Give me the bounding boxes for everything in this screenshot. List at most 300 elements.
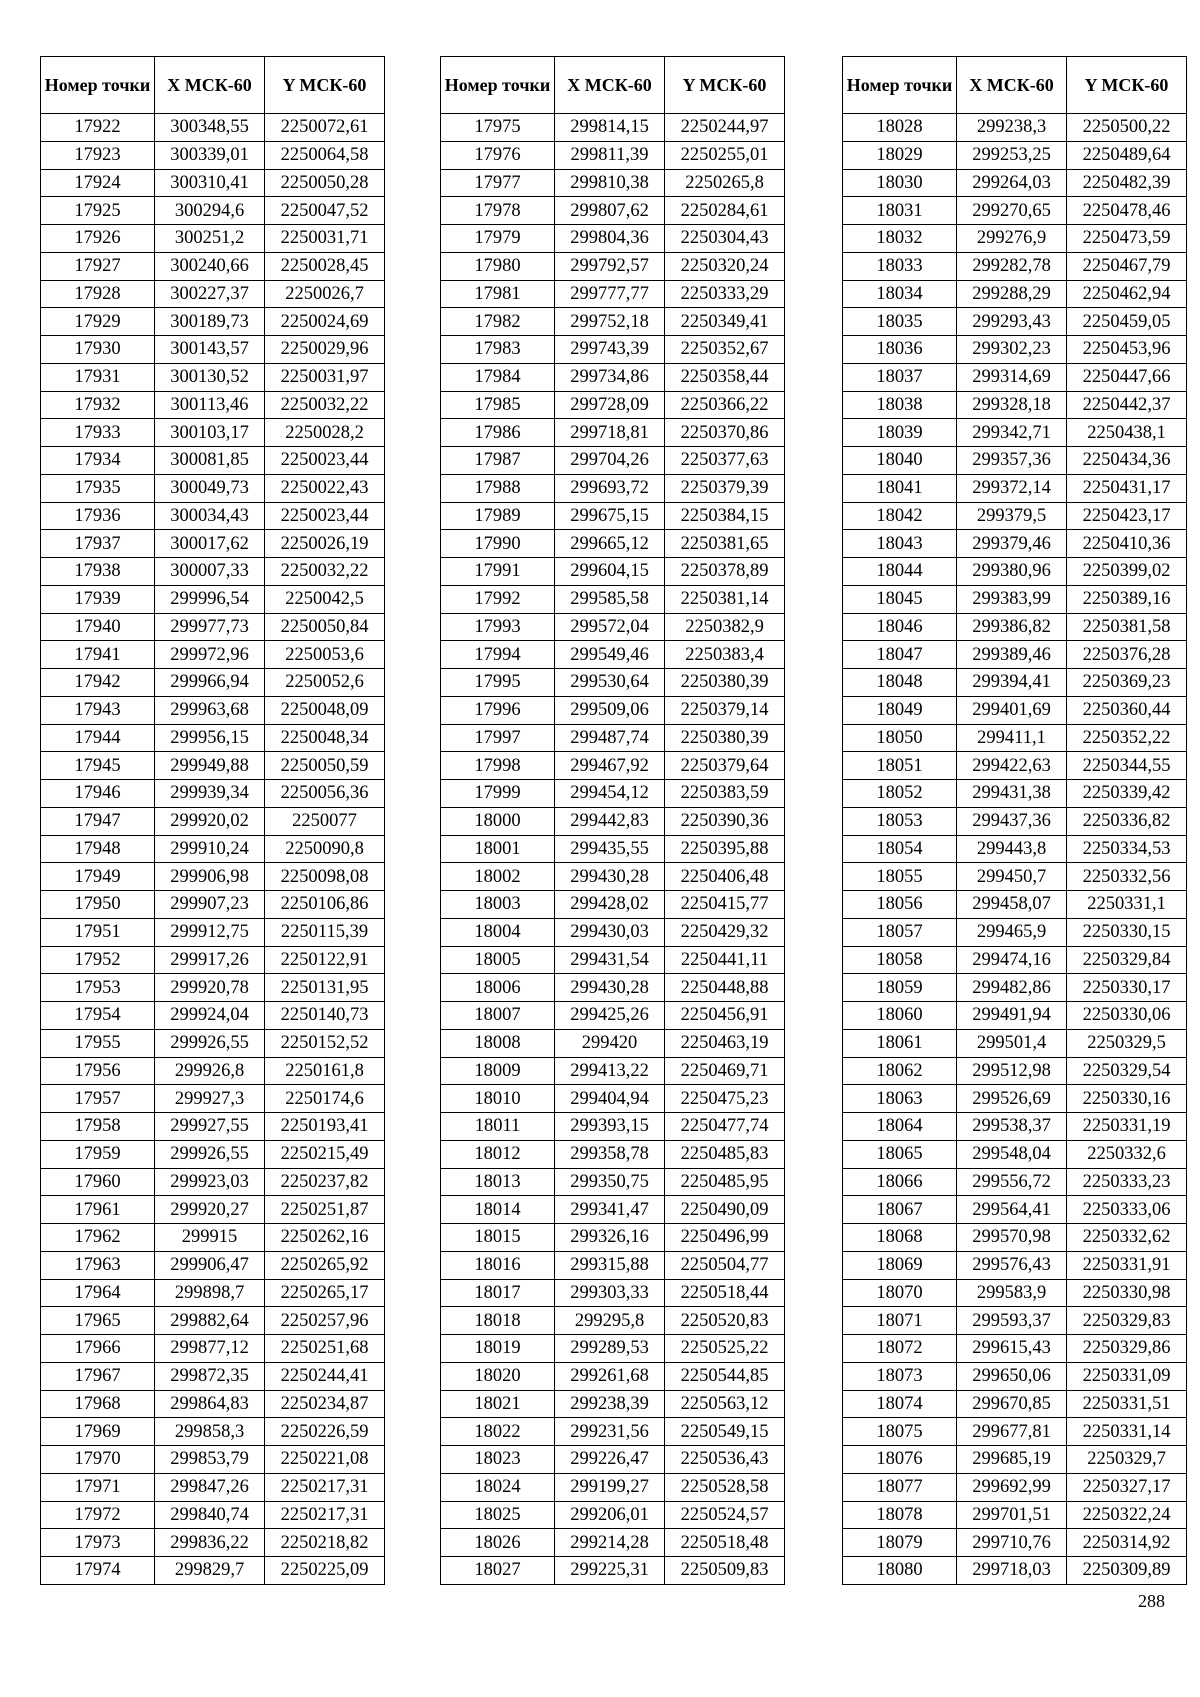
table-row bbox=[843, 585, 1187, 613]
x-coordinate-cell: 299394,41 bbox=[957, 669, 1067, 697]
y-coordinate-cell: 2250174,6 bbox=[265, 1085, 385, 1113]
point-number-cell: 17988 bbox=[441, 474, 555, 502]
x-coordinate-cell: 299538,37 bbox=[957, 1113, 1067, 1141]
y-coordinate-cell: 2250431,17 bbox=[1067, 474, 1187, 502]
x-coordinate-cell: 300339,01 bbox=[155, 141, 265, 169]
point-number-cell: 17924 bbox=[41, 169, 155, 197]
point-number-cell: 18080 bbox=[843, 1557, 957, 1585]
y-coordinate-cell: 2250459,05 bbox=[1067, 308, 1187, 336]
x-coordinate-cell: 299872,35 bbox=[155, 1362, 265, 1390]
y-coordinate-cell: 2250115,39 bbox=[265, 918, 385, 946]
x-coordinate-cell: 299530,64 bbox=[555, 669, 665, 697]
y-coordinate-cell: 2250331,19 bbox=[1067, 1113, 1187, 1141]
point-number-cell: 18064 bbox=[843, 1113, 957, 1141]
point-number-cell: 18033 bbox=[843, 252, 957, 280]
x-coordinate-cell: 299829,7 bbox=[155, 1557, 265, 1585]
table-row bbox=[441, 363, 785, 391]
x-coordinate-cell: 299677,81 bbox=[957, 1418, 1067, 1446]
point-number-cell: 18073 bbox=[843, 1362, 957, 1390]
point-number-cell: 17977 bbox=[441, 169, 555, 197]
point-number-cell: 17957 bbox=[41, 1085, 155, 1113]
x-coordinate-cell: 299939,34 bbox=[155, 780, 265, 808]
point-number-cell: 17943 bbox=[41, 696, 155, 724]
x-coordinate-cell: 299956,15 bbox=[155, 724, 265, 752]
point-number-cell: 17922 bbox=[41, 114, 155, 142]
point-number-cell: 18004 bbox=[441, 918, 555, 946]
y-coordinate-cell: 2250475,23 bbox=[665, 1085, 785, 1113]
x-coordinate-cell: 299583,9 bbox=[957, 1279, 1067, 1307]
y-coordinate-cell: 2250225,09 bbox=[265, 1557, 385, 1585]
point-number-cell: 18021 bbox=[441, 1390, 555, 1418]
point-number-cell: 18017 bbox=[441, 1279, 555, 1307]
point-number-cell: 17997 bbox=[441, 724, 555, 752]
table-row bbox=[441, 780, 785, 808]
x-coordinate-cell: 299358,78 bbox=[555, 1140, 665, 1168]
table-row bbox=[441, 724, 785, 752]
x-coordinate-cell: 299270,65 bbox=[957, 197, 1067, 225]
x-coordinate-cell: 299977,73 bbox=[155, 613, 265, 641]
table-row bbox=[41, 1279, 385, 1307]
header-x-coordinate: X МСК-60 bbox=[555, 57, 665, 114]
point-number-cell: 17944 bbox=[41, 724, 155, 752]
point-number-cell: 18024 bbox=[441, 1473, 555, 1501]
table-row bbox=[843, 1501, 1187, 1529]
table-row bbox=[41, 613, 385, 641]
point-number-cell: 18027 bbox=[441, 1557, 555, 1585]
y-coordinate-cell: 2250441,11 bbox=[665, 946, 785, 974]
x-coordinate-cell: 299289,53 bbox=[555, 1335, 665, 1363]
table-row bbox=[843, 1029, 1187, 1057]
table-row bbox=[843, 613, 1187, 641]
point-number-cell: 17936 bbox=[41, 502, 155, 530]
point-number-cell: 18062 bbox=[843, 1057, 957, 1085]
y-coordinate-cell: 2250215,49 bbox=[265, 1140, 385, 1168]
x-coordinate-cell: 299380,96 bbox=[957, 558, 1067, 586]
y-coordinate-cell: 2250028,45 bbox=[265, 252, 385, 280]
point-number-cell: 18058 bbox=[843, 946, 957, 974]
table-row bbox=[441, 169, 785, 197]
table-row bbox=[441, 1557, 785, 1585]
x-coordinate-cell: 300081,85 bbox=[155, 447, 265, 475]
point-number-cell: 18079 bbox=[843, 1529, 957, 1557]
point-number-cell: 17987 bbox=[441, 447, 555, 475]
header-point-number: Номер точки bbox=[441, 57, 555, 114]
y-coordinate-cell: 2250032,22 bbox=[265, 558, 385, 586]
y-coordinate-cell: 2250379,39 bbox=[665, 474, 785, 502]
table-row bbox=[843, 1446, 1187, 1474]
y-coordinate-cell: 2250331,51 bbox=[1067, 1390, 1187, 1418]
point-number-cell: 17932 bbox=[41, 391, 155, 419]
y-coordinate-cell: 2250031,97 bbox=[265, 363, 385, 391]
x-coordinate-cell: 299482,86 bbox=[957, 974, 1067, 1002]
table-row bbox=[441, 336, 785, 364]
point-number-cell: 18043 bbox=[843, 530, 957, 558]
table-row bbox=[843, 974, 1187, 1002]
x-coordinate-cell: 299906,98 bbox=[155, 863, 265, 891]
x-coordinate-cell: 299650,06 bbox=[957, 1362, 1067, 1390]
y-coordinate-cell: 2250244,41 bbox=[265, 1362, 385, 1390]
table-row bbox=[441, 280, 785, 308]
table-row bbox=[843, 1251, 1187, 1279]
point-number-cell: 18040 bbox=[843, 447, 957, 475]
x-coordinate-cell: 300017,62 bbox=[155, 530, 265, 558]
x-coordinate-cell: 299882,64 bbox=[155, 1307, 265, 1335]
table-row bbox=[41, 1418, 385, 1446]
x-coordinate-cell: 299556,72 bbox=[957, 1168, 1067, 1196]
point-number-cell: 17970 bbox=[41, 1446, 155, 1474]
point-number-cell: 18065 bbox=[843, 1140, 957, 1168]
x-coordinate-cell: 300049,73 bbox=[155, 474, 265, 502]
point-number-cell: 17975 bbox=[441, 114, 555, 142]
y-coordinate-cell: 2250549,15 bbox=[665, 1418, 785, 1446]
y-coordinate-cell: 2250050,84 bbox=[265, 613, 385, 641]
header-y-coordinate: Y МСК-60 bbox=[265, 57, 385, 114]
y-coordinate-cell: 2250477,74 bbox=[665, 1113, 785, 1141]
y-coordinate-cell: 2250352,67 bbox=[665, 336, 785, 364]
header-y-coordinate: Y МСК-60 bbox=[1067, 57, 1187, 114]
x-coordinate-cell: 299853,79 bbox=[155, 1446, 265, 1474]
point-number-cell: 18077 bbox=[843, 1473, 957, 1501]
point-number-cell: 17945 bbox=[41, 752, 155, 780]
table-row bbox=[41, 419, 385, 447]
point-number-cell: 18034 bbox=[843, 280, 957, 308]
x-coordinate-cell: 299920,27 bbox=[155, 1196, 265, 1224]
y-coordinate-cell: 2250330,16 bbox=[1067, 1085, 1187, 1113]
point-number-cell: 18063 bbox=[843, 1085, 957, 1113]
table-row bbox=[441, 558, 785, 586]
y-coordinate-cell: 2250330,15 bbox=[1067, 918, 1187, 946]
table-row bbox=[843, 141, 1187, 169]
table-row bbox=[41, 1473, 385, 1501]
y-coordinate-cell: 2250023,44 bbox=[265, 502, 385, 530]
table-row bbox=[843, 1390, 1187, 1418]
table-row bbox=[441, 1446, 785, 1474]
table-row bbox=[41, 447, 385, 475]
table-row bbox=[843, 1224, 1187, 1252]
y-coordinate-cell: 2250140,73 bbox=[265, 1002, 385, 1030]
table-row bbox=[41, 1557, 385, 1585]
table-row bbox=[843, 946, 1187, 974]
x-coordinate-cell: 299420 bbox=[555, 1029, 665, 1057]
x-coordinate-cell: 299431,38 bbox=[957, 780, 1067, 808]
y-coordinate-cell: 2250379,64 bbox=[665, 752, 785, 780]
table-row bbox=[843, 669, 1187, 697]
table-row bbox=[441, 1113, 785, 1141]
x-coordinate-cell: 299509,06 bbox=[555, 696, 665, 724]
table-row bbox=[441, 1501, 785, 1529]
table-row bbox=[441, 1279, 785, 1307]
x-coordinate-cell: 299526,69 bbox=[957, 1085, 1067, 1113]
table-row bbox=[41, 1362, 385, 1390]
y-coordinate-cell: 2250518,44 bbox=[665, 1279, 785, 1307]
point-number-cell: 17923 bbox=[41, 141, 155, 169]
table-row bbox=[843, 558, 1187, 586]
point-number-cell: 18075 bbox=[843, 1418, 957, 1446]
y-coordinate-cell: 2250438,1 bbox=[1067, 419, 1187, 447]
point-number-cell: 18018 bbox=[441, 1307, 555, 1335]
point-number-cell: 17939 bbox=[41, 585, 155, 613]
x-coordinate-cell: 299963,68 bbox=[155, 696, 265, 724]
point-number-cell: 18050 bbox=[843, 724, 957, 752]
x-coordinate-cell: 299670,85 bbox=[957, 1390, 1067, 1418]
point-number-cell: 17982 bbox=[441, 308, 555, 336]
header-point-number: Номер точки bbox=[843, 57, 957, 114]
x-coordinate-cell: 299342,71 bbox=[957, 419, 1067, 447]
table-row bbox=[441, 252, 785, 280]
point-number-cell: 17942 bbox=[41, 669, 155, 697]
y-coordinate-cell: 2250332,62 bbox=[1067, 1224, 1187, 1252]
table-row bbox=[41, 1029, 385, 1057]
x-coordinate-cell: 299238,39 bbox=[555, 1390, 665, 1418]
x-coordinate-cell: 299231,56 bbox=[555, 1418, 665, 1446]
table-row bbox=[843, 197, 1187, 225]
point-number-cell: 18067 bbox=[843, 1196, 957, 1224]
y-coordinate-cell: 2250042,5 bbox=[265, 585, 385, 613]
point-number-cell: 18026 bbox=[441, 1529, 555, 1557]
table-row bbox=[441, 225, 785, 253]
point-number-cell: 18010 bbox=[441, 1085, 555, 1113]
table-row bbox=[41, 169, 385, 197]
table-row bbox=[41, 1196, 385, 1224]
x-coordinate-cell: 299315,88 bbox=[555, 1251, 665, 1279]
x-coordinate-cell: 299430,03 bbox=[555, 918, 665, 946]
x-coordinate-cell: 299350,75 bbox=[555, 1168, 665, 1196]
y-coordinate-cell: 2250528,58 bbox=[665, 1473, 785, 1501]
table-row bbox=[441, 1362, 785, 1390]
y-coordinate-cell: 2250026,7 bbox=[265, 280, 385, 308]
table-row bbox=[843, 1473, 1187, 1501]
y-coordinate-cell: 2250429,32 bbox=[665, 918, 785, 946]
table-row bbox=[843, 891, 1187, 919]
point-number-cell: 18012 bbox=[441, 1140, 555, 1168]
x-coordinate-cell: 299487,74 bbox=[555, 724, 665, 752]
point-number-cell: 17950 bbox=[41, 891, 155, 919]
y-coordinate-cell: 2250029,96 bbox=[265, 336, 385, 364]
table-row bbox=[441, 613, 785, 641]
y-coordinate-cell: 2250052,6 bbox=[265, 669, 385, 697]
point-number-cell: 18014 bbox=[441, 1196, 555, 1224]
point-number-cell: 17964 bbox=[41, 1279, 155, 1307]
x-coordinate-cell: 299326,16 bbox=[555, 1224, 665, 1252]
x-coordinate-cell: 299804,36 bbox=[555, 225, 665, 253]
point-number-cell: 18078 bbox=[843, 1501, 957, 1529]
x-coordinate-cell: 299675,15 bbox=[555, 502, 665, 530]
y-coordinate-cell: 2250389,16 bbox=[1067, 585, 1187, 613]
x-coordinate-cell: 299548,04 bbox=[957, 1140, 1067, 1168]
y-coordinate-cell: 2250226,59 bbox=[265, 1418, 385, 1446]
point-number-cell: 17965 bbox=[41, 1307, 155, 1335]
table-row bbox=[41, 1168, 385, 1196]
y-coordinate-cell: 2250329,7 bbox=[1067, 1446, 1187, 1474]
y-coordinate-cell: 2250047,52 bbox=[265, 197, 385, 225]
point-number-cell: 18008 bbox=[441, 1029, 555, 1057]
x-coordinate-cell: 300113,46 bbox=[155, 391, 265, 419]
table-row bbox=[41, 280, 385, 308]
point-number-cell: 18020 bbox=[441, 1362, 555, 1390]
y-coordinate-cell: 2250410,36 bbox=[1067, 530, 1187, 558]
point-number-cell: 17934 bbox=[41, 447, 155, 475]
x-coordinate-cell: 299847,26 bbox=[155, 1473, 265, 1501]
table-row bbox=[843, 391, 1187, 419]
x-coordinate-cell: 299226,47 bbox=[555, 1446, 665, 1474]
y-coordinate-cell: 2250331,91 bbox=[1067, 1251, 1187, 1279]
y-coordinate-cell: 2250331,1 bbox=[1067, 891, 1187, 919]
y-coordinate-cell: 2250370,86 bbox=[665, 419, 785, 447]
x-coordinate-cell: 299512,98 bbox=[957, 1057, 1067, 1085]
table-row bbox=[41, 474, 385, 502]
x-coordinate-cell: 299734,86 bbox=[555, 363, 665, 391]
table-row bbox=[41, 1335, 385, 1363]
point-number-cell: 17991 bbox=[441, 558, 555, 586]
point-number-cell: 18052 bbox=[843, 780, 957, 808]
point-number-cell: 18054 bbox=[843, 835, 957, 863]
x-coordinate-cell: 300103,17 bbox=[155, 419, 265, 447]
table-row bbox=[41, 974, 385, 1002]
x-coordinate-cell: 299341,47 bbox=[555, 1196, 665, 1224]
x-coordinate-cell: 299264,03 bbox=[957, 169, 1067, 197]
x-coordinate-cell: 299926,55 bbox=[155, 1140, 265, 1168]
x-coordinate-cell: 299718,81 bbox=[555, 419, 665, 447]
x-coordinate-cell: 299920,02 bbox=[155, 807, 265, 835]
table-row bbox=[441, 141, 785, 169]
x-coordinate-cell: 299474,16 bbox=[957, 946, 1067, 974]
table-row bbox=[843, 169, 1187, 197]
y-coordinate-cell: 2250381,14 bbox=[665, 585, 785, 613]
y-coordinate-cell: 2250265,92 bbox=[265, 1251, 385, 1279]
x-coordinate-cell: 299372,14 bbox=[957, 474, 1067, 502]
x-coordinate-cell: 299379,46 bbox=[957, 530, 1067, 558]
table-row bbox=[843, 1085, 1187, 1113]
y-coordinate-cell: 2250032,22 bbox=[265, 391, 385, 419]
table-row bbox=[41, 1251, 385, 1279]
x-coordinate-cell: 299810,38 bbox=[555, 169, 665, 197]
point-number-cell: 18036 bbox=[843, 336, 957, 364]
x-coordinate-cell: 299303,33 bbox=[555, 1279, 665, 1307]
table-row bbox=[843, 1196, 1187, 1224]
y-coordinate-cell: 2250333,29 bbox=[665, 280, 785, 308]
point-number-cell: 17961 bbox=[41, 1196, 155, 1224]
x-coordinate-cell: 300251,2 bbox=[155, 225, 265, 253]
x-coordinate-cell: 300034,43 bbox=[155, 502, 265, 530]
table-row bbox=[441, 530, 785, 558]
point-number-cell: 18053 bbox=[843, 807, 957, 835]
x-coordinate-cell: 299491,94 bbox=[957, 1002, 1067, 1030]
y-coordinate-cell: 2250053,6 bbox=[265, 641, 385, 669]
x-coordinate-cell: 299357,36 bbox=[957, 447, 1067, 475]
x-coordinate-cell: 299615,43 bbox=[957, 1335, 1067, 1363]
header-point-number: Номер точки bbox=[41, 57, 155, 114]
x-coordinate-cell: 299467,92 bbox=[555, 752, 665, 780]
y-coordinate-cell: 2250339,42 bbox=[1067, 780, 1187, 808]
point-number-cell: 18066 bbox=[843, 1168, 957, 1196]
y-coordinate-cell: 2250077 bbox=[265, 807, 385, 835]
table-row bbox=[441, 1418, 785, 1446]
table-row bbox=[41, 197, 385, 225]
table-row bbox=[441, 1307, 785, 1335]
x-coordinate-cell: 300348,55 bbox=[155, 114, 265, 142]
y-coordinate-cell: 2250327,17 bbox=[1067, 1473, 1187, 1501]
y-coordinate-cell: 2250322,24 bbox=[1067, 1501, 1187, 1529]
y-coordinate-cell: 2250352,22 bbox=[1067, 724, 1187, 752]
x-coordinate-cell: 299430,28 bbox=[555, 863, 665, 891]
y-coordinate-cell: 2250329,84 bbox=[1067, 946, 1187, 974]
table-row bbox=[41, 1057, 385, 1085]
point-number-cell: 18042 bbox=[843, 502, 957, 530]
x-coordinate-cell: 299665,12 bbox=[555, 530, 665, 558]
table-row bbox=[843, 1113, 1187, 1141]
y-coordinate-cell: 2250221,08 bbox=[265, 1446, 385, 1474]
point-number-cell: 17994 bbox=[441, 641, 555, 669]
table-row bbox=[41, 724, 385, 752]
x-coordinate-cell: 299379,5 bbox=[957, 502, 1067, 530]
point-number-cell: 17959 bbox=[41, 1140, 155, 1168]
table-row bbox=[843, 530, 1187, 558]
y-coordinate-cell: 2250448,88 bbox=[665, 974, 785, 1002]
y-coordinate-cell: 2250314,92 bbox=[1067, 1529, 1187, 1557]
point-number-cell: 18019 bbox=[441, 1335, 555, 1363]
y-coordinate-cell: 2250336,82 bbox=[1067, 807, 1187, 835]
x-coordinate-cell: 299422,63 bbox=[957, 752, 1067, 780]
y-coordinate-cell: 2250380,39 bbox=[665, 669, 785, 697]
table-row bbox=[41, 502, 385, 530]
table-row bbox=[843, 724, 1187, 752]
x-coordinate-cell: 299450,7 bbox=[957, 863, 1067, 891]
y-coordinate-cell: 2250525,22 bbox=[665, 1335, 785, 1363]
x-coordinate-cell: 299225,31 bbox=[555, 1557, 665, 1585]
y-coordinate-cell: 2250504,77 bbox=[665, 1251, 785, 1279]
y-coordinate-cell: 2250329,83 bbox=[1067, 1307, 1187, 1335]
table-row bbox=[441, 1168, 785, 1196]
x-coordinate-cell: 299576,43 bbox=[957, 1251, 1067, 1279]
x-coordinate-cell: 299435,55 bbox=[555, 835, 665, 863]
y-coordinate-cell: 2250485,95 bbox=[665, 1168, 785, 1196]
y-coordinate-cell: 2250218,82 bbox=[265, 1529, 385, 1557]
table-row bbox=[41, 391, 385, 419]
table-row bbox=[441, 419, 785, 447]
table-row bbox=[843, 752, 1187, 780]
y-coordinate-cell: 2250048,09 bbox=[265, 696, 385, 724]
point-number-cell: 17938 bbox=[41, 558, 155, 586]
point-number-cell: 18044 bbox=[843, 558, 957, 586]
y-coordinate-cell: 2250332,6 bbox=[1067, 1140, 1187, 1168]
table-row bbox=[41, 1002, 385, 1030]
point-number-cell: 18000 bbox=[441, 807, 555, 835]
x-coordinate-cell: 299927,3 bbox=[155, 1085, 265, 1113]
x-coordinate-cell: 299926,8 bbox=[155, 1057, 265, 1085]
table-row bbox=[441, 308, 785, 336]
x-coordinate-cell: 299701,51 bbox=[957, 1501, 1067, 1529]
point-number-cell: 18048 bbox=[843, 669, 957, 697]
x-coordinate-cell: 299465,9 bbox=[957, 918, 1067, 946]
table-row bbox=[41, 1140, 385, 1168]
point-number-cell: 18022 bbox=[441, 1418, 555, 1446]
table-row bbox=[843, 419, 1187, 447]
x-coordinate-cell: 299295,8 bbox=[555, 1307, 665, 1335]
y-coordinate-cell: 2250456,91 bbox=[665, 1002, 785, 1030]
x-coordinate-cell: 299920,78 bbox=[155, 974, 265, 1002]
table-row bbox=[441, 1140, 785, 1168]
point-number-cell: 18035 bbox=[843, 308, 957, 336]
x-coordinate-cell: 299431,54 bbox=[555, 946, 665, 974]
y-coordinate-cell: 2250098,08 bbox=[265, 863, 385, 891]
y-coordinate-cell: 2250473,59 bbox=[1067, 225, 1187, 253]
table-row bbox=[441, 974, 785, 1002]
table-row bbox=[41, 363, 385, 391]
y-coordinate-cell: 2250482,39 bbox=[1067, 169, 1187, 197]
table-row bbox=[843, 114, 1187, 142]
table-row bbox=[441, 502, 785, 530]
x-coordinate-cell: 299807,62 bbox=[555, 197, 665, 225]
